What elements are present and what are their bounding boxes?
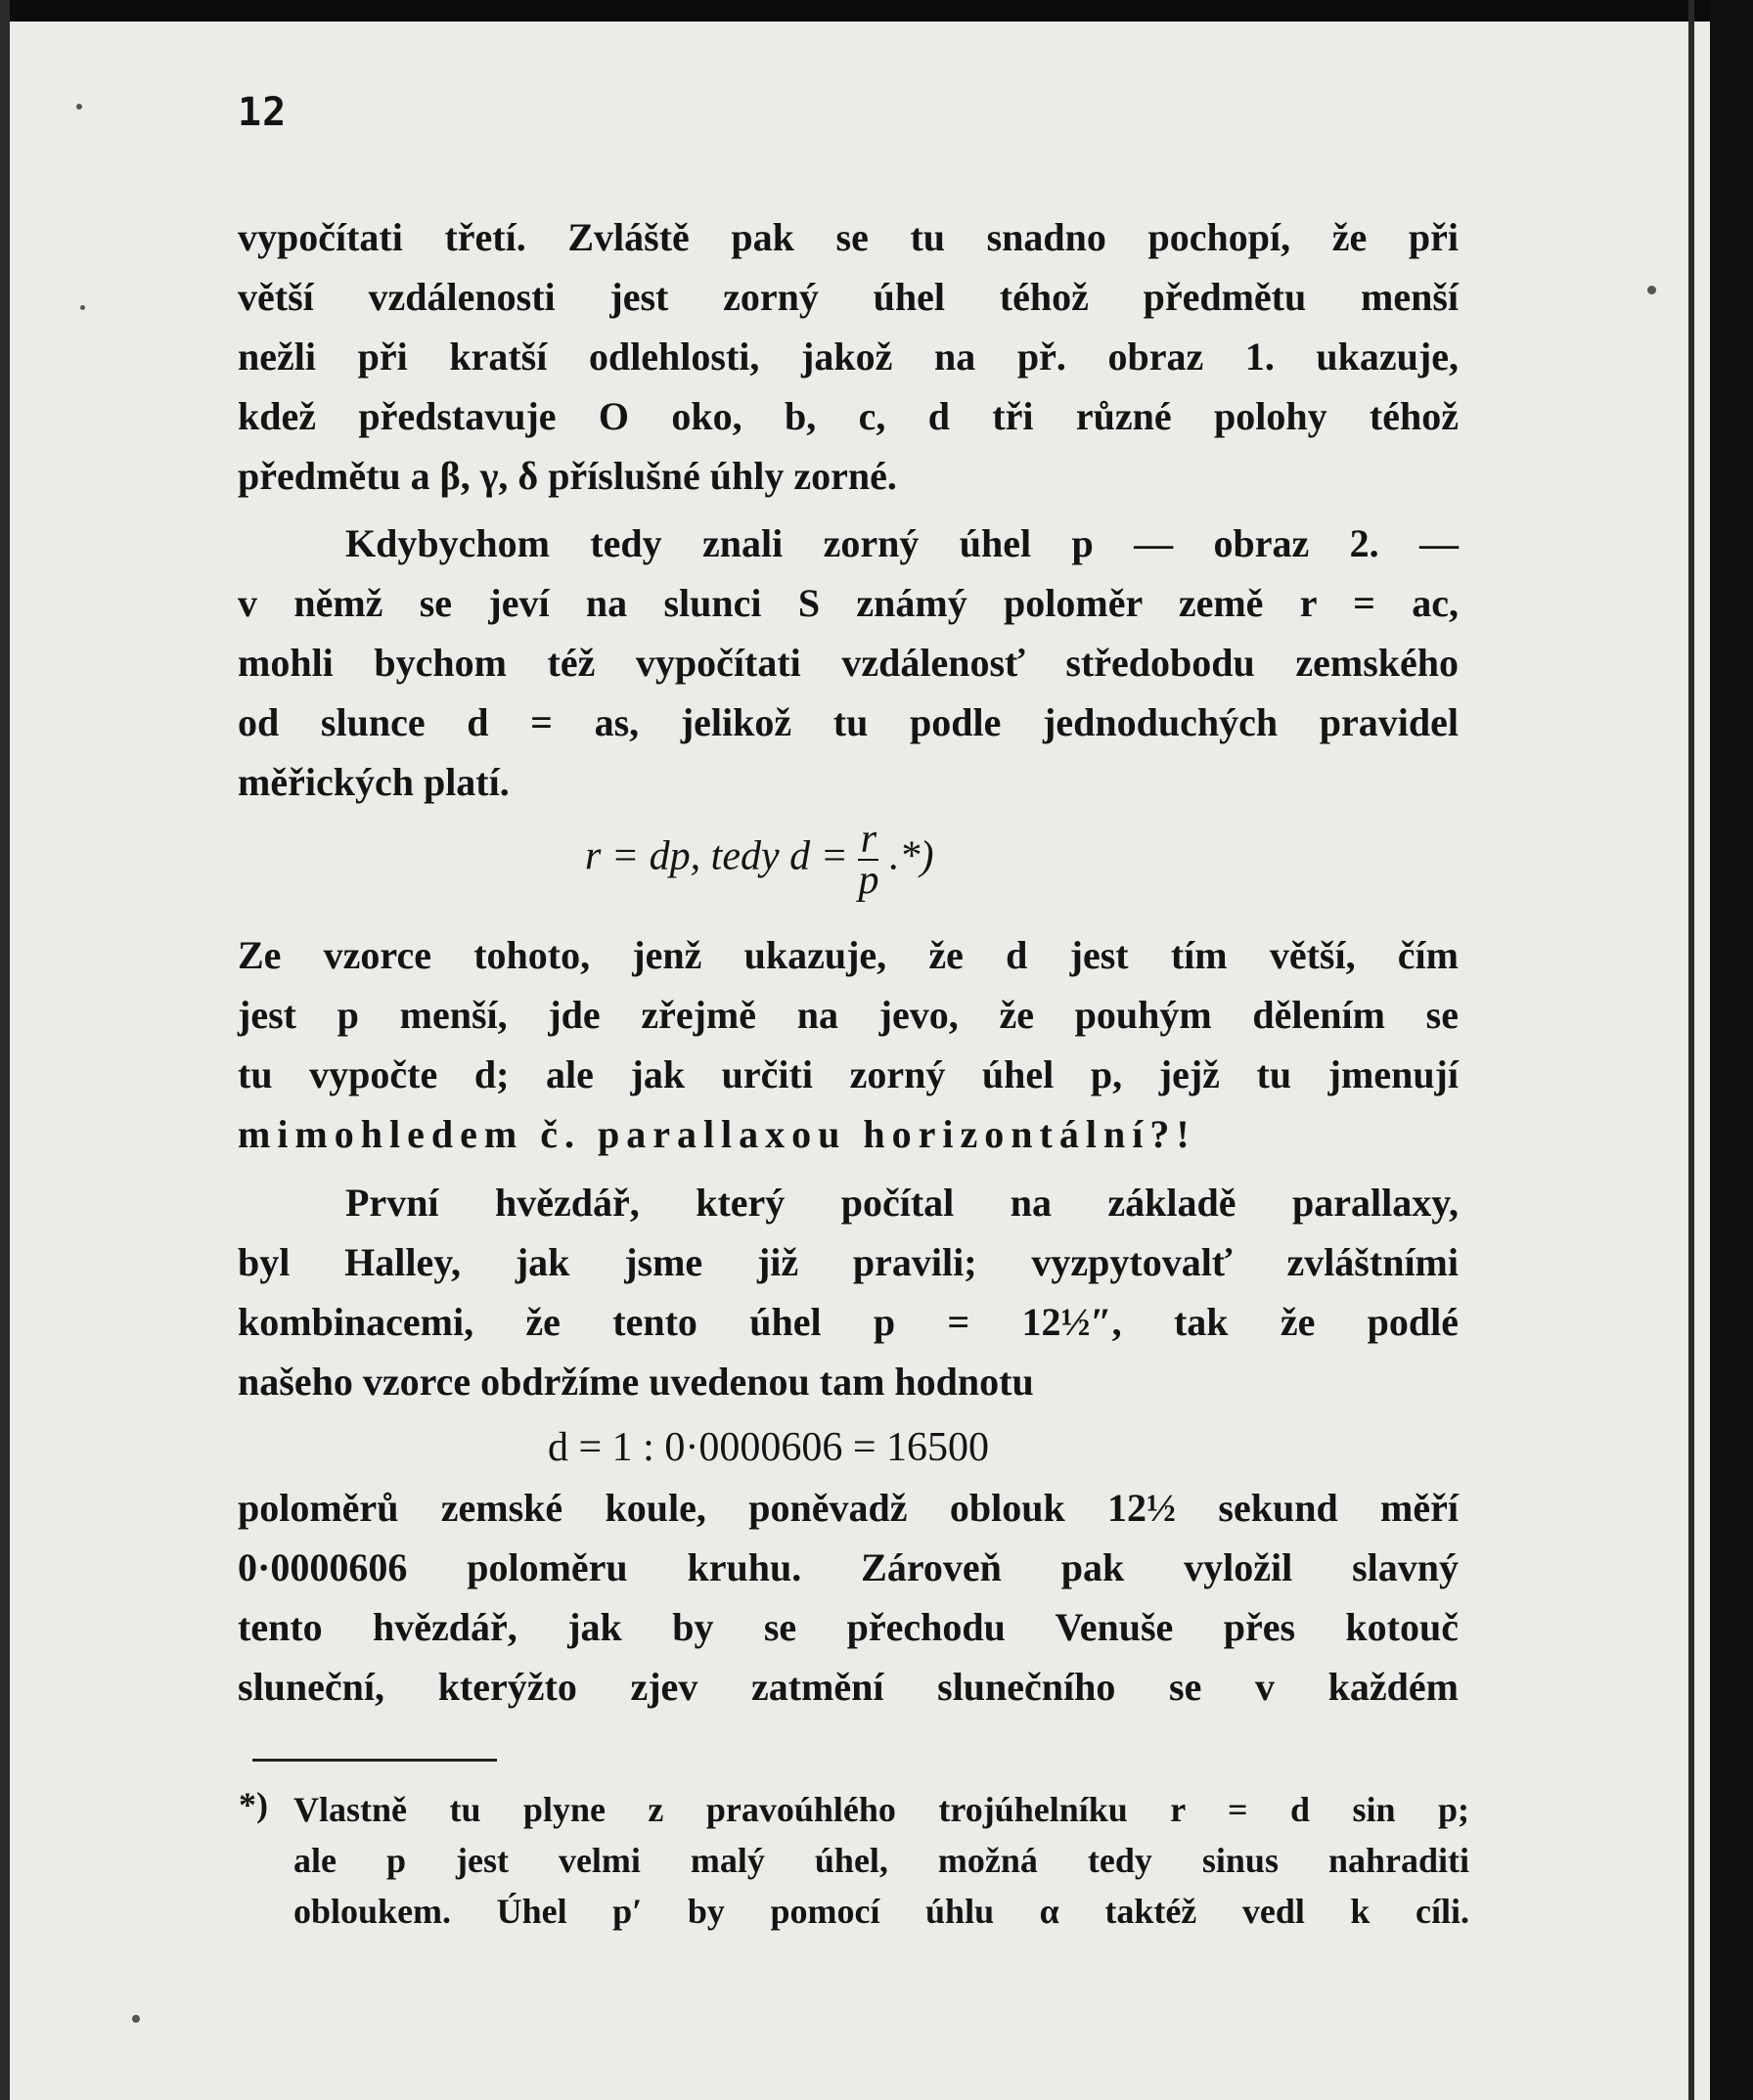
- formula-left: r = dp, tedy d =: [585, 833, 848, 879]
- footnote: [239, 1784, 1469, 1937]
- page-edge-shadow: [1688, 0, 1694, 2100]
- text-line: tento hvězdář, jak by se přechodu Venuše přes kotouč: [238, 1605, 1459, 1649]
- footnote-line: Vlastně tu plyne z pravoúhlého trojúhelníku r = d sin p;: [293, 1790, 1469, 1829]
- footnote-divider: [252, 1759, 497, 1762]
- text-line: větší vzdálenosti jest zorný úhel téhož předmětu menší: [238, 275, 1459, 319]
- formula-distance: [585, 817, 934, 903]
- paragraph-5: [238, 1478, 1459, 1717]
- fraction-numerator: r: [860, 817, 877, 862]
- text-line: měřických platí.: [238, 760, 510, 804]
- text-line: 0·0000606 poloměru kruhu. Zároveň pak vyložil slavný: [238, 1545, 1459, 1589]
- dust-speck: [132, 2015, 140, 2023]
- spaced-emphasis-line: mimohledem č. parallaxou horizontální?!: [238, 1112, 1196, 1156]
- scan-right-border: [1710, 0, 1753, 2100]
- text-line: předmětu a β, γ, δ příslušné úhly zorné.: [238, 454, 897, 498]
- footnote-line: ale p jest velmi malý úhel, možná tedy sinus nahraditi: [293, 1841, 1469, 1880]
- text-line: tu vypočte d; ale jak určiti zorný úhel p, jejž tu jmenují: [238, 1052, 1459, 1096]
- paragraph-1: [238, 207, 1459, 506]
- formula-fraction: [858, 817, 879, 903]
- text-line: mohli bychom též vypočítati vzdálenosť středobodu zemského: [238, 641, 1459, 685]
- paragraph-4: [238, 1173, 1459, 1411]
- text-line: Kdybychom tedy znali zorný úhel p — obraz 2. —: [345, 521, 1459, 565]
- footnote-marker: *): [239, 1785, 268, 1824]
- text-line: v němž se jeví na slunci S známý poloměr země r = ac,: [238, 581, 1459, 625]
- paragraph-3: [238, 925, 1459, 1164]
- text-line: Ze vzorce tohoto, jenž ukazuje, že d jest tím větší, čím: [238, 933, 1459, 977]
- text-line: našeho vzorce obdržíme uvedenou tam hodnotu: [238, 1360, 1034, 1404]
- formula-result: d = 1 : 0·0000606 = 16500: [548, 1425, 990, 1470]
- footnote-line: obloukem. Úhel p′ by pomocí úhlu α taktéž vedl k cíli.: [293, 1892, 1469, 1931]
- text-line: jest p menší, jde zřejmě na jevo, že pouhým dělením se: [238, 993, 1459, 1037]
- text-line: První hvězdář, který počítal na základě parallaxy,: [345, 1181, 1459, 1225]
- dust-speck: [1647, 286, 1656, 294]
- text-line: od slunce d = as, jelikož tu podle jednoduchých pravidel: [238, 700, 1459, 744]
- dust-speck: [80, 305, 85, 310]
- text-line: kombinacemi, že tento úhel p = 12½″, tak že podlé: [238, 1300, 1459, 1344]
- page-number: 12: [238, 90, 288, 135]
- scan-left-border: [0, 0, 10, 2100]
- paragraph-2: [238, 514, 1459, 812]
- text-line: kdež představuje O oko, b, c, d tři různé polohy téhož: [238, 394, 1459, 438]
- text-line: sluneční, kterýžto zjev zatmění slunečního se v každém: [238, 1665, 1459, 1709]
- footnote-reference: .*): [888, 833, 934, 879]
- scan-top-border: [0, 0, 1753, 22]
- text-line: poloměrů zemské koule, poněvadž oblouk 12½ sekund měří: [238, 1486, 1459, 1530]
- dust-speck: [76, 104, 82, 110]
- fraction-denominator: p: [858, 858, 879, 903]
- text-line: nežli při kratší odlehlosti, jakož na př. obraz 1. ukazuje,: [238, 335, 1459, 379]
- text-line: byl Halley, jak jsme již pravili; vyzpytovalť zvláštními: [238, 1240, 1459, 1284]
- text-line: vypočítati třetí. Zvláště pak se tu snadno pochopí, že při: [238, 215, 1459, 259]
